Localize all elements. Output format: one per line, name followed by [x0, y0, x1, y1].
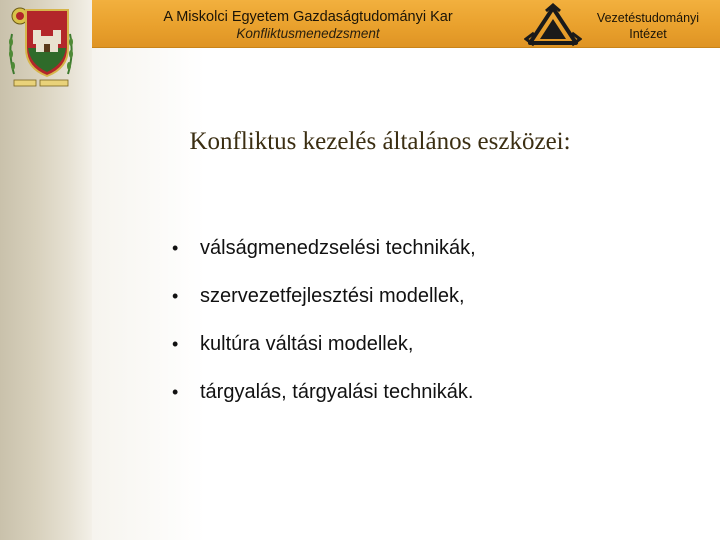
bullet-text: szervezetfejlesztési modellek,	[200, 285, 465, 307]
bullet-marker: •	[172, 238, 179, 258]
bullet-marker: •	[172, 382, 179, 402]
bullet-marker: •	[172, 286, 179, 306]
slide-title: Konfliktus kezelés általános eszközei:	[189, 128, 571, 155]
institute-name-line1: Vezetéstudományi	[596, 11, 700, 25]
course-subtitle: Konfliktusmenedzsment	[236, 26, 380, 41]
bullet-text: válságmenedzselési technikák,	[200, 237, 476, 259]
list-item	[170, 380, 476, 428]
bullet-marker: •	[172, 334, 179, 354]
institute-triangle-logo-icon	[524, 3, 582, 47]
institute-name	[576, 10, 720, 42]
bullet-list	[170, 236, 476, 428]
list-item	[170, 332, 476, 380]
list-item	[170, 236, 476, 284]
university-title: A Miskolci Egyetem Gazdaságtudományi Kar	[163, 9, 453, 25]
university-crest-icon	[6, 4, 76, 92]
bullet-text: tárgyalás, tárgyalási technikák.	[200, 381, 474, 403]
bullet-text: kultúra váltási modellek,	[200, 333, 414, 355]
institute-name-line2: Intézet	[629, 27, 667, 41]
list-item	[170, 284, 476, 332]
